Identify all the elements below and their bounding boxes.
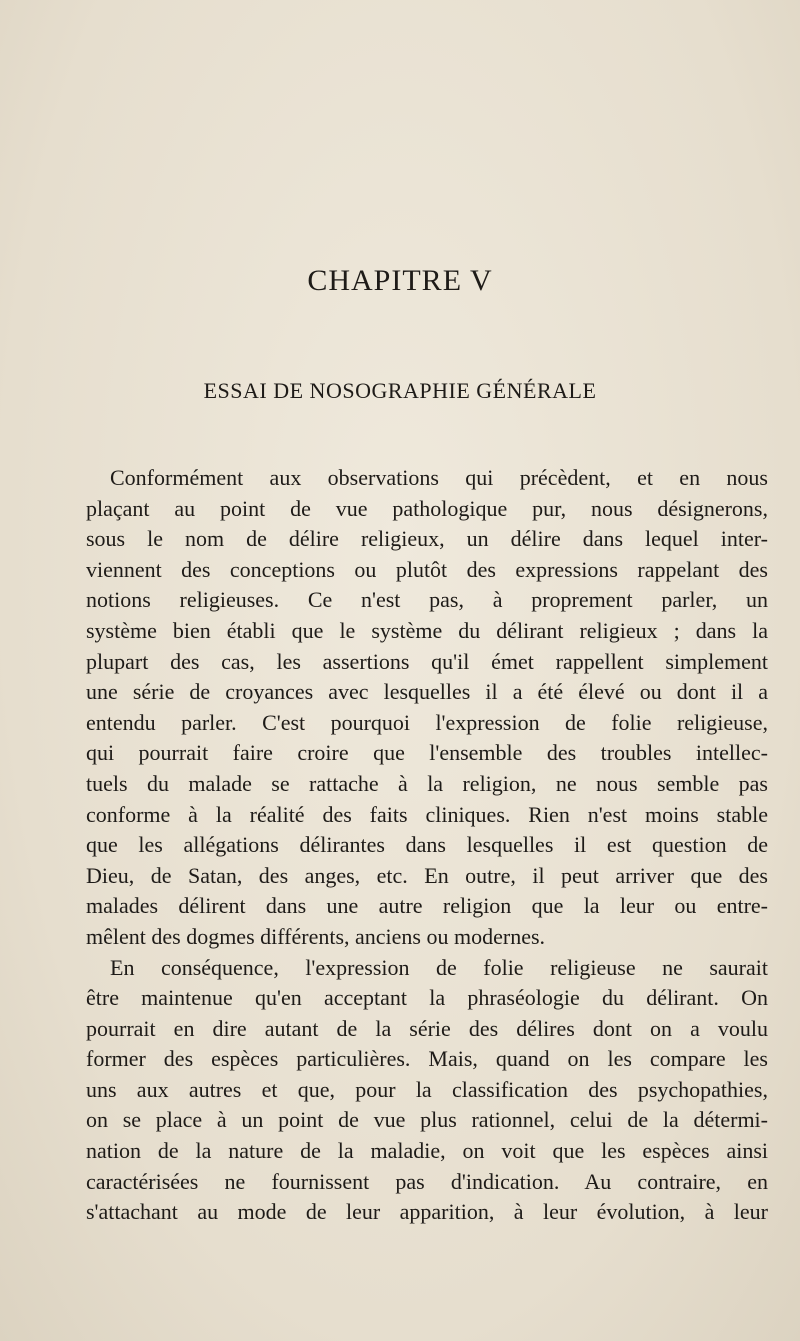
text-line: conforme à la réalité des faits cliniques. Rien n'est moins stable	[86, 801, 768, 827]
text-line: caractérisées ne fournissent pas d'indication. Au contraire, en	[86, 1168, 768, 1194]
text-line: pourrait en dire autant de la série des délires dont on a voulu	[86, 1015, 768, 1041]
text-line: qui pourrait faire croire que l'ensemble des troubles intellec-	[86, 740, 768, 766]
text-line: mêlent des dogmes différents, anciens ou modernes.	[86, 923, 546, 949]
text-line: s'attachant au mode de leur apparition, à leur évolution, à leur	[86, 1199, 768, 1225]
text-line: système bien établi que le système du délirant religieux ; dans la	[86, 617, 768, 643]
text-line: être maintenue qu'en acceptant la phraséologie du délirant. On	[86, 985, 768, 1011]
text-line: viennent des conceptions ou plutôt des expressions rappelant des	[86, 556, 768, 582]
text-line: sous le nom de délire religieux, un délire dans lequel inter-	[86, 526, 768, 552]
text-line: En conséquence, l'expression de folie religieuse ne saurait	[110, 954, 768, 980]
text-line: Conformément aux observations qui précèdent, et en nous	[110, 465, 768, 490]
text-line: on se place à un point de vue plus rationnel, celui de la détermi-	[86, 1107, 768, 1133]
text-line: notions religieuses. Ce n'est pas, à proprement parler, un	[86, 587, 768, 613]
section-title: ESSAI DE NOSOGRAPHIE GÉNÉRALE	[203, 378, 597, 403]
text-line: former des espèces particulières. Mais, quand on les compare les	[86, 1046, 768, 1072]
text-line: que les allégations délirantes dans lesquelles il est question de	[86, 832, 768, 858]
text-line: nation de la nature de la maladie, on voit que les espèces ainsi	[86, 1138, 768, 1164]
text-line: plaçant au point de vue pathologique pur, nous désignerons,	[86, 495, 768, 521]
text-line: une série de croyances avec lesquelles il a été élevé ou dont il a	[86, 679, 768, 705]
chapter-title: CHAPITRE V	[307, 264, 493, 297]
text-line: uns aux autres et que, pour la classification des psychopathies,	[86, 1076, 768, 1102]
body-text	[86, 463, 768, 1228]
text-line: entendu parler. C'est pourquoi l'expression de folie religieuse,	[86, 709, 768, 735]
text-line: plupart des cas, les assertions qu'il émet rappellent simplement	[86, 648, 768, 674]
text-line: Dieu, de Satan, des anges, etc. En outre, il peut arriver que des	[86, 862, 768, 888]
text-line: malades délirent dans une autre religion que la leur ou entre-	[86, 893, 768, 919]
text-line: tuels du malade se rattache à la religion, ne nous semble pas	[86, 770, 768, 796]
